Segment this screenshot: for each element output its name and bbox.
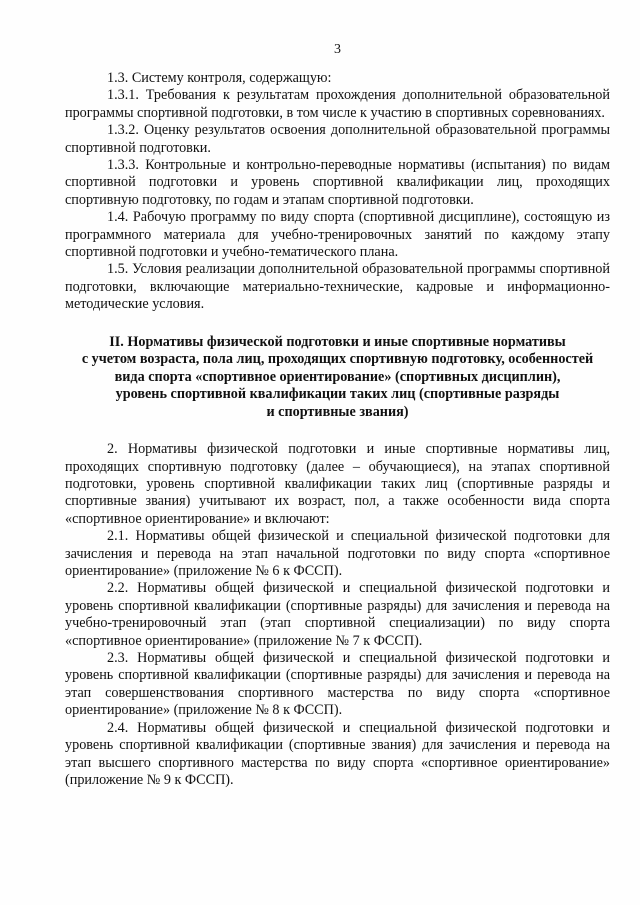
item-2-1: 2.1. Нормативы общей физической и специальной физической подготовки для зачисления и перевода на этап начальной подготовки по виду спорта «спортивное ориентирование» (приложение № 6 к ФССП). xyxy=(65,528,610,580)
item-2: 2. Нормативы физической подготовки и иные спортивные нормативы лиц, проходящих спортивную подготовку (далее – обучающиеся), на этапах спортивной подготовки, уровень спортивной квалификации таких лиц (спортивные разряды и спортивные звания) учитывают их возраст, пол, а также особенности вида спорта «спортивное ориентирование» и включают: xyxy=(65,441,610,527)
item-1-3-2: 1.3.2. Оценку результатов освоения дополнительной образовательной программы спортивной подготовки. xyxy=(65,122,610,156)
item-1-3: 1.3. Систему контроля, содержащую: xyxy=(107,70,332,86)
item-2-4: 2.4. Нормативы общей физической и специальной физической подготовки и уровень спортивной квалификации (спортивные звания) для зачисления и перевода на этап высшего спортивного мастерства по виду спорта «спортивное ориентирование» (приложение № 9 к ФССП). xyxy=(65,719,610,788)
item-1-3-3: 1.3.3. Контрольные и контрольно-переводные нормативы (испытания) по видам спортивной подготовки и уровень спортивной квалификации лиц, проходящих спортивную подготовку, по годам и этапам спортивной подготовки. xyxy=(65,157,610,208)
section-heading-line: вида спорта «спортивное ориентирование» (спортивных дисциплин), xyxy=(114,368,561,385)
section-heading xyxy=(65,334,610,422)
section-heading-line: с учетом возраста, пола лиц, проходящих спортивную подготовку, особенностей xyxy=(81,351,594,368)
item-1-3-1: 1.3.1. Требования к результатам прохождения дополнительной образовательной программы спортивной подготовки, в том числе к участию в спортивных соревнованиях. xyxy=(65,87,610,121)
item-1-5: 1.5. Условия реализации дополнительной образовательной программы спортивной подготовки, включающие материально-технические, кадровые и информационно-методические условия. xyxy=(65,261,610,313)
item-1-4: 1.4. Рабочую программу по виду спорта (спортивной дисциплине), состоящую из программного материала для учебно-тренировочных занятий по каждому этапу спортивной подготовки и учебно-тематического плана. xyxy=(65,209,610,261)
item-2-2: 2.2. Нормативы общей физической и специальной физической подготовки и уровень спортивной квалификации (спортивные разряды) для зачисления и перевода на учебно-тренировочный этап (этап спортивной специализации) по виду спорта «спортивное ориентирование» (приложение № 7 к ФССП). xyxy=(65,580,610,649)
item-2-3: 2.3. Нормативы общей физической и специальной физической подготовки и уровень спортивной квалификации (спортивные разряды) для зачисления и перевода на этап совершенствования спортивного мастерства по виду спорта «спортивное ориентирование» (приложение № 8 к ФССП). xyxy=(65,650,610,719)
section-heading-line: II. Нормативы физической подготовки и иные спортивные нормативы xyxy=(109,333,566,350)
section-heading-line: и спортивные звания) xyxy=(266,403,409,420)
section-heading-line: уровень спортивной квалификации таких лиц (спортивные разряды xyxy=(115,386,560,403)
page-number: 3 xyxy=(334,42,341,57)
